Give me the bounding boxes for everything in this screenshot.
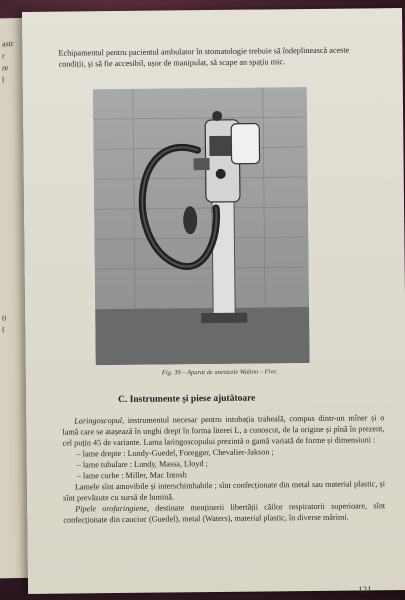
paragraph-text: , destinate menținerii libertății căilor respiratorii superioare, sînt confecționate din cauciuc (Guedel), metal (Waters), material plastic, în diverse mărimi. <box>63 501 386 525</box>
paragraph-pipele <box>63 500 385 525</box>
left-fragment: re <box>2 63 9 73</box>
left-fragment: l <box>2 75 5 85</box>
paragraph-text: , instrumentul necesar pentru intubația traheală, compus dintr-un mîner și o lamă care se atașează în unghi drept în forma literei L, a cunoscut, de la origine și pînă în prezent, cel puțin 45 de variante. Lama laringoscopului prezintă o gamă variată de forme și dimensiuni : <box>62 413 385 448</box>
list-item: – lame curbe : Miller, Mac Intosh <box>76 470 187 481</box>
list-item: – lame drepte : Lundy-Guedel, Foregger, Chevalier-Jakson ; <box>76 447 274 459</box>
paragraph-lamele: Lamele sînt amovibile și interschimbabile ; sînt confecționate din metal sau material plastic, și sînt prevăzute cu sursă de lumină. <box>63 479 386 503</box>
book-page <box>22 8 405 594</box>
list-item: – lame tubulare : Lundy, Massa, Lloyd ; <box>76 459 208 470</box>
left-fragment: ti <box>2 313 7 323</box>
anesthesia-apparatus-image <box>93 87 310 365</box>
section-title: C. Instrumente și piese ajutătoare <box>118 393 256 406</box>
left-fragment: astr <box>2 39 14 49</box>
figure-caption: Fig. 39 – Aparat de anestezie Walton – Five. <box>161 368 278 377</box>
term-pipele: Pipele orofaringiene <box>75 503 148 514</box>
left-fragment: l <box>2 325 5 335</box>
paragraph-laringoscop <box>62 412 384 448</box>
left-fragment: r <box>2 51 5 61</box>
figure-photo <box>93 87 310 365</box>
term-laringoscop: Laringoscopul <box>74 415 123 426</box>
intro-paragraph: Echipamentul pentru pacientul ambulator în stomatologie trebuie să îndeplinească aceste condiții, și să fie accesibil, ușor de manipulat, să scape an spațiu mic. <box>58 45 350 69</box>
body-text <box>62 412 385 525</box>
page-number: 121 <box>358 584 372 595</box>
